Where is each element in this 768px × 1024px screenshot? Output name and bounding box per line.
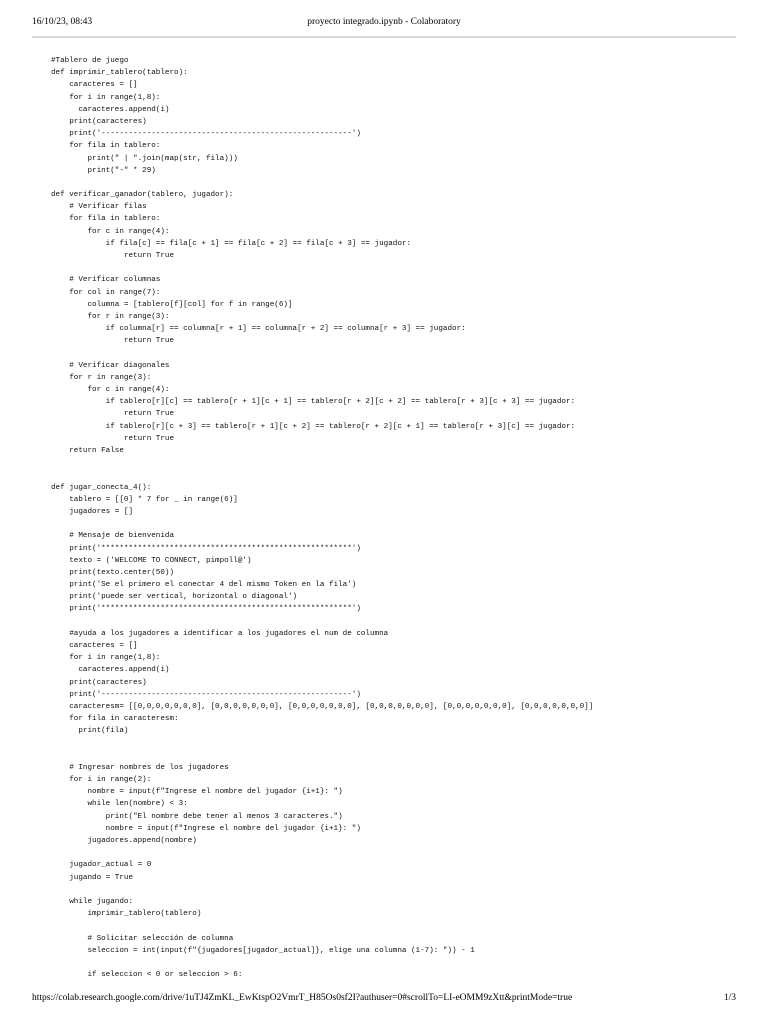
- code-line: [51, 177, 748, 189]
- code-line: while jugando:: [51, 897, 134, 906]
- code-line: # Solicitar selección de columna: [51, 934, 234, 943]
- code-line: print('*******************************************************'): [51, 544, 361, 553]
- code-line: print('-------------------------------------------------------'): [51, 690, 361, 699]
- code-line: return True: [51, 252, 175, 260]
- code-line: def verificar_ganador(tablero, jugador):: [51, 191, 234, 200]
- code-line: jugadores.append(nombre): [51, 837, 197, 845]
- code-line: def imprimir_tablero(tablero):: [51, 69, 188, 78]
- code-line: caracteres = []: [51, 81, 138, 90]
- code-line: jugador_actual = 0: [51, 861, 152, 870]
- code-line: seleccion = int(input(f"{jugadores[jugador_actual]}, elige una columna (1-7): ")) - 1: [51, 946, 475, 955]
- page-url: https://colab.research.google.com/drive/1uTJ4ZmKL_EwKtspO2VmrT_H85Os0sf2I?authuser=0#scrollTo=LI-eOMM9zXtt&printMode=true: [32, 993, 573, 1003]
- code-line: for i in range(2):: [51, 776, 152, 785]
- code-line: caracteres.append(i): [51, 666, 170, 675]
- code-line: imprimir_tablero(tablero): [51, 910, 202, 919]
- code-line: # Verificar columnas: [51, 276, 161, 285]
- code-line: columna = [tablero[f][col] for f in range(6)]: [51, 300, 293, 309]
- code-line: # Ingresar nombres de los jugadores: [51, 763, 229, 772]
- code-line: for r in range(3):: [51, 312, 170, 321]
- code-line: [51, 348, 748, 360]
- code-line: def jugar_conecta_4():: [51, 483, 152, 492]
- code-line: return True: [51, 337, 175, 346]
- code-line: print(texto.center(50)): [51, 568, 175, 577]
- code-line: texto = ('WELCOME TO CONNECT, pimpoll@'): [51, 556, 252, 565]
- code-line: print("-" * 29): [51, 166, 156, 175]
- code-line: for r in range(3):: [51, 373, 152, 382]
- code-line: #ayuda a los jugadores a identificar a los jugadores el num de columna: [51, 629, 389, 638]
- code-line: for c in range(4):: [51, 227, 170, 236]
- document-title: proyecto integrado.ipynb - Colaboratory: [307, 17, 461, 27]
- code-line: [51, 920, 748, 932]
- code-line: [51, 469, 748, 481]
- code-line: print('puede ser vertical, horizontal o diagonal'): [51, 593, 298, 602]
- code-line: return True: [51, 434, 175, 443]
- code-line: [51, 616, 748, 628]
- code-line: jugando = True: [51, 873, 134, 882]
- code-line: for c in range(4):: [51, 386, 170, 395]
- code-line: for i in range(1,8):: [51, 93, 161, 102]
- code-line: [51, 457, 748, 469]
- code-line: print(" | ".join(map(str, fila))): [51, 154, 238, 163]
- code-line: [51, 750, 748, 762]
- code-line: for col in range(7):: [51, 288, 161, 297]
- code-cell: [51, 55, 748, 981]
- code-line: # Mensaje de bienvenida: [51, 532, 175, 541]
- code-line: while len(nombre) < 3:: [51, 800, 188, 809]
- code-line: print("El nombre debe tener al menos 3 caracteres."): [51, 812, 343, 821]
- code-line: caracteresm= [[0,0,0,0,0,0,0], [0,0,0,0,0,0,0], [0,0,0,0,0,0,0], [0,0,0,0,0,0,0], [0,0,0,0,0,0,0], [0,0,0,0,0,0,0]]: [51, 702, 594, 711]
- code-line: [51, 518, 748, 530]
- code-line: for fila in tablero:: [51, 215, 161, 224]
- code-line: #Tablero de juego: [51, 57, 129, 65]
- code-line: if seleccion < 0 or seleccion > 6:: [51, 971, 243, 980]
- code-line: for i in range(1,8):: [51, 654, 161, 663]
- code-line: [51, 884, 748, 896]
- header-divider: [32, 36, 736, 38]
- code-line: # Verificar filas: [51, 203, 147, 212]
- code-line: return False: [51, 447, 124, 455]
- code-line: caracteres = []: [51, 642, 138, 650]
- code-line: [51, 738, 748, 750]
- code-line: if tablero[r][c] == tablero[r + 1][c + 1] == tablero[r + 2][c + 2] == tablero[r + 3][c + 3] == jugador:: [51, 398, 576, 407]
- code-line: caracteres.append(i): [51, 105, 170, 114]
- code-line: nombre = input(f"Ingrese el nombre del jugador {i+1}: "): [51, 788, 343, 797]
- code-line: [51, 847, 748, 859]
- code-line: for fila in tablero:: [51, 142, 161, 151]
- print-header: [0, 17, 768, 31]
- print-footer: [0, 993, 768, 1007]
- print-datetime: 16/10/23, 08:43: [32, 17, 93, 27]
- code-line: tablero = [[0] * 7 for _ in range(6)]: [51, 495, 238, 504]
- page-number: 1/3: [723, 993, 736, 1003]
- code-line: print('Se el primero el conectar 4 del mismo Token en la fila'): [51, 581, 357, 590]
- code-line: print(caracteres): [51, 678, 147, 687]
- code-line: for fila in caracteresm:: [51, 715, 179, 724]
- code-line: if fila[c] == fila[c + 1] == fila[c + 2] == fila[c + 3] == jugador:: [51, 239, 412, 248]
- code-line: if tablero[r][c + 3] == tablero[r + 1][c + 2] == tablero[r + 2][c + 1] == tablero[r + 3][c] == jugador:: [51, 422, 576, 431]
- code-line: print(caracteres): [51, 117, 147, 126]
- code-line: return True: [51, 410, 175, 419]
- code-line: if columna[r] == columna[r + 1] == columna[r + 2] == columna[r + 3] == jugador:: [51, 325, 466, 334]
- code-line: # Verificar diagonales: [51, 361, 170, 370]
- code-line: [51, 262, 748, 274]
- code-line: print('-------------------------------------------------------'): [51, 130, 361, 139]
- code-line: [51, 957, 748, 969]
- code-line: print(fila): [51, 727, 129, 736]
- code-line: nombre = input(f"Ingrese el nombre del jugador {i+1}: "): [51, 824, 361, 833]
- code-line: jugadores = []: [51, 507, 134, 516]
- code-line: print('*******************************************************'): [51, 605, 361, 614]
